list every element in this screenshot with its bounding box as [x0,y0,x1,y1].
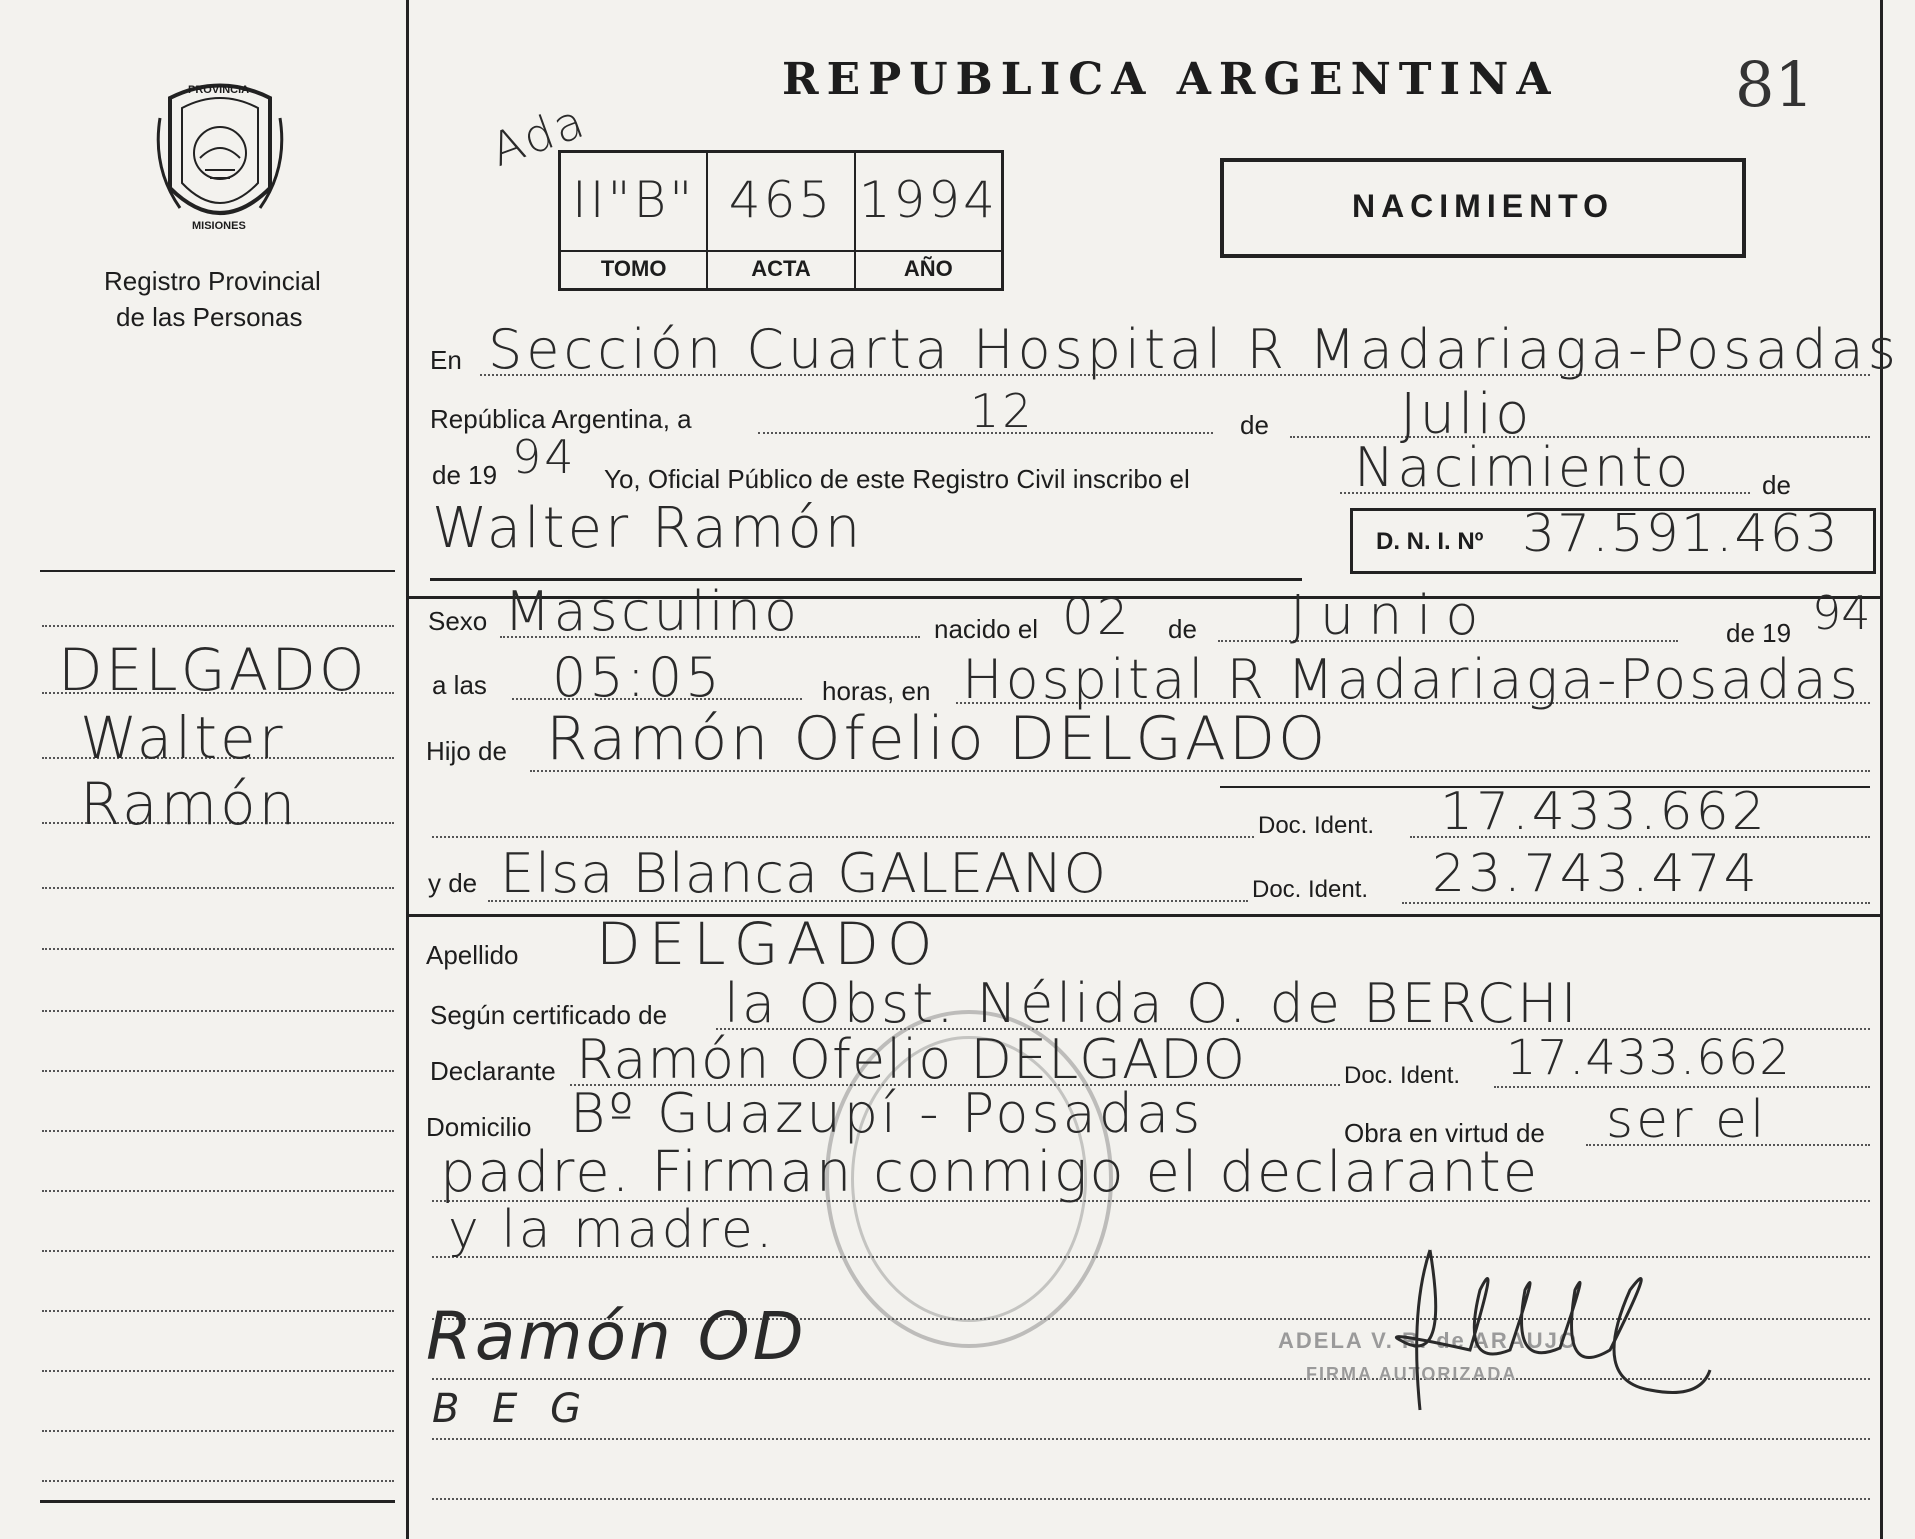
section-value: Sección Cuarta Hospital R Madariaga-Posadas [488,318,1900,381]
birth-place: Hospital R Madariaga-Posadas [962,648,1861,711]
left-dotted-line [42,948,394,950]
registry-name-line2: de las Personas [116,302,303,332]
ano-label: AÑO [856,250,1001,282]
declarante-doc-line [1494,1086,1870,1088]
ano-value: 1994 [858,171,998,229]
apellido-label: Apellido [426,940,519,970]
bottom-rule-left [40,1500,395,1503]
country-title: REPUBLICA ARGENTINA [782,54,1559,105]
obra-value: ser el [1606,1090,1768,1150]
declarante-doc-label: Doc. Ident. [1344,1062,1461,1089]
document-type-box [1220,158,1746,258]
hijo-label: Hijo de [426,736,507,766]
nacido-label: nacido el [934,614,1039,644]
handwritten-annotation: Ada [483,93,594,177]
official-statement: Yo, Oficial Público de este Registro Civil inscribo el [604,464,1190,494]
father-doc-label: Doc. Ident. [1258,812,1375,839]
left-dotted-line [42,1070,394,1072]
acta-cell [708,153,855,288]
child-name: Walter Ramón [432,496,864,561]
mother-signature: B E G [432,1386,592,1432]
registration-month: Julio [1400,382,1533,447]
declarante-doc: 17.433.662 [1506,1030,1791,1086]
margin-second-name: Ramón [80,770,299,838]
acta-label: ACTA [708,250,853,282]
margin-first-name: Walter [80,704,286,772]
seal-label-bottom: MISIONES [192,220,246,232]
left-dotted-line [42,1480,394,1482]
tomo-cell [561,153,708,288]
left-dotted-line [42,887,394,889]
margin-surname: DELGADO [58,636,368,704]
mother-doc: 23.743.474 [1432,844,1760,904]
mother-doc-label: Doc. Ident. [1252,876,1369,903]
page-number: 81 [1735,48,1814,121]
column-divider [406,0,409,1539]
horas-label: horas, en [822,676,931,706]
tomo-value: II"B" [572,171,696,229]
record-reference-table [558,150,1004,291]
dni-label: D. N. I. Nº [1376,528,1484,555]
signature-line-3 [432,1438,1870,1440]
father-doc: 17.433.662 [1440,782,1768,842]
declarant-signature: Ramón OD [426,1298,807,1375]
registration-year-suffix: 94 [512,430,577,484]
left-dotted-line [42,1310,394,1312]
left-top-rule [40,570,395,572]
domicilio-value: Bº Guazupí - Posadas [570,1082,1204,1145]
left-dotted-line [42,1250,394,1252]
de-label-3: de [1168,614,1197,644]
sexo-label: Sexo [428,606,488,636]
act-type: Nacimiento [1354,436,1692,499]
left-dotted-line [42,625,394,627]
mother-name: Elsa Blanca GALEANO [500,842,1107,905]
birth-year-suffix: 94 [1812,586,1871,640]
obra-line-3-value: y la madre. [448,1200,776,1260]
birth-year-prefix: de 19 [1726,618,1792,648]
right-border [1880,0,1883,1539]
declarante-name: Ramón Ofelio DELGADO [576,1028,1247,1091]
document-type: NACIMIENTO [1351,188,1615,224]
father-name: Ramón Ofelio DELGADO [546,704,1329,774]
registration-day: 12 [970,384,1035,438]
de-label: de [1240,410,1269,440]
yde-label: y de [428,868,478,898]
left-dotted-line [42,1370,394,1372]
obra-label: Obra en virtud de [1344,1118,1545,1148]
ano-cell [856,153,1001,288]
birth-day: 02 [1062,588,1132,646]
alas-label: a las [432,670,487,700]
provincial-seal-icon [150,78,290,243]
signature-line-4 [432,1498,1870,1500]
official-stamp-name: ADELA V. R. de ARAUJO [1278,1328,1578,1353]
certificate-value: la Obst. Nélida O. de BERCHI [724,972,1580,1035]
father-doc-blank-line [432,836,1254,838]
republica-label: República Argentina, a [430,404,692,434]
apellido-value: DELGADO [596,910,941,978]
left-dotted-line [42,1430,394,1432]
domicilio-label: Domicilio [426,1112,532,1142]
en-label: En [430,345,462,375]
declarante-label: Declarante [430,1056,556,1086]
obra-line-2-value: padre. Firman conmigo el declarante [440,1140,1540,1205]
birth-month: Junio [1290,584,1493,647]
acta-value: 465 [728,171,834,229]
sexo-value: Masculino [504,580,800,643]
year-prefix-label: de 19 [432,460,498,490]
left-dotted-line [42,1010,394,1012]
de-label-2: de [1762,470,1791,500]
left-dotted-line [42,1190,394,1192]
official-signature-icon [1360,1230,1740,1435]
tomo-label: TOMO [561,250,706,282]
dni-value: 37.591.463 [1522,504,1840,564]
segun-label: Según certificado de [430,1000,668,1030]
birth-time: 05:05 [552,646,723,709]
registry-name-line1: Registro Provincial [104,266,321,296]
official-stamp-title: FIRMA AUTORIZADA [1306,1364,1518,1384]
left-dotted-line [42,1130,394,1132]
seal-label-top: PROVINCIA [188,84,250,96]
